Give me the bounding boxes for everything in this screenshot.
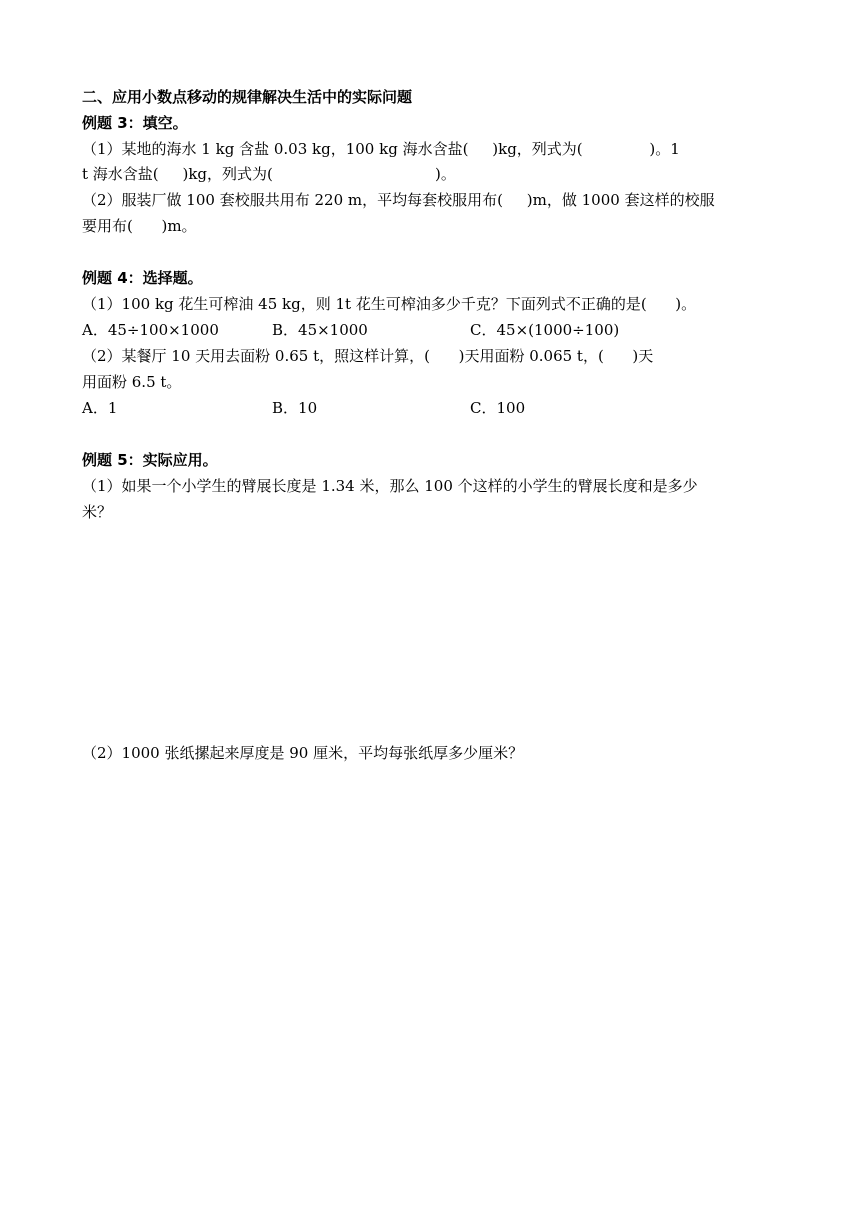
example5-heading: 例题 5：实际应用。 (82, 451, 218, 469)
example4-q2-option-c: C．100 (470, 399, 526, 417)
example4-q2-option-b: B．10 (272, 399, 318, 417)
example3-q1-line1: （1）某地的海水 1 kg 含盐 0.03 kg，100 kg 海水含盐( )kg，列式为( )。1 (82, 140, 680, 158)
example5-q1-line1: （1）如果一个小学生的臂展长度是 1.34 米，那么 100 个这样的小学生的臂展长度和是多少 (82, 477, 698, 495)
example4-q1-option-a: A．45÷100×1000 (82, 321, 219, 339)
example4-q2-line2: 用面粉 6.5 t。 (82, 373, 182, 391)
example4-q2-option-a: A．1 (82, 399, 118, 417)
example5-q2-line1: （2）1000 张纸摞起来厚度是 90 厘米，平均每张纸厚多少厘米？ (82, 744, 524, 762)
example3-q1-line2: t 海水含盐( )kg，列式为( )。 (82, 165, 456, 183)
example5-q1-line2: 米？ (82, 503, 113, 521)
example4-heading: 例题 4：选择题。 (82, 269, 203, 287)
example3-heading: 例题 3：填空。 (82, 114, 188, 132)
example4-q2-line1: （2）某餐厅 10 天用去面粉 0.65 t，照这样计算，( )天用面粉 0.065 t，( )天 (82, 347, 654, 365)
example3-q2-line2: 要用布( )m。 (82, 217, 197, 235)
example4-q1-option-c: C．45×(1000÷100) (470, 321, 620, 339)
example4-q1-option-b: B．45×1000 (272, 321, 368, 339)
example4-q1-line1: （1）100 kg 花生可榨油 45 kg，则 1t 花生可榨油多少千克？下面列式不正确的是( )。 (82, 295, 697, 313)
example3-q2-line1: （2）服装厂做 100 套校服共用布 220 m，平均每套校服用布( )m，做 1000 套这样的校服 (82, 191, 715, 209)
section-title: 二、应用小数点移动的规律解决生活中的实际问题 (82, 88, 413, 106)
